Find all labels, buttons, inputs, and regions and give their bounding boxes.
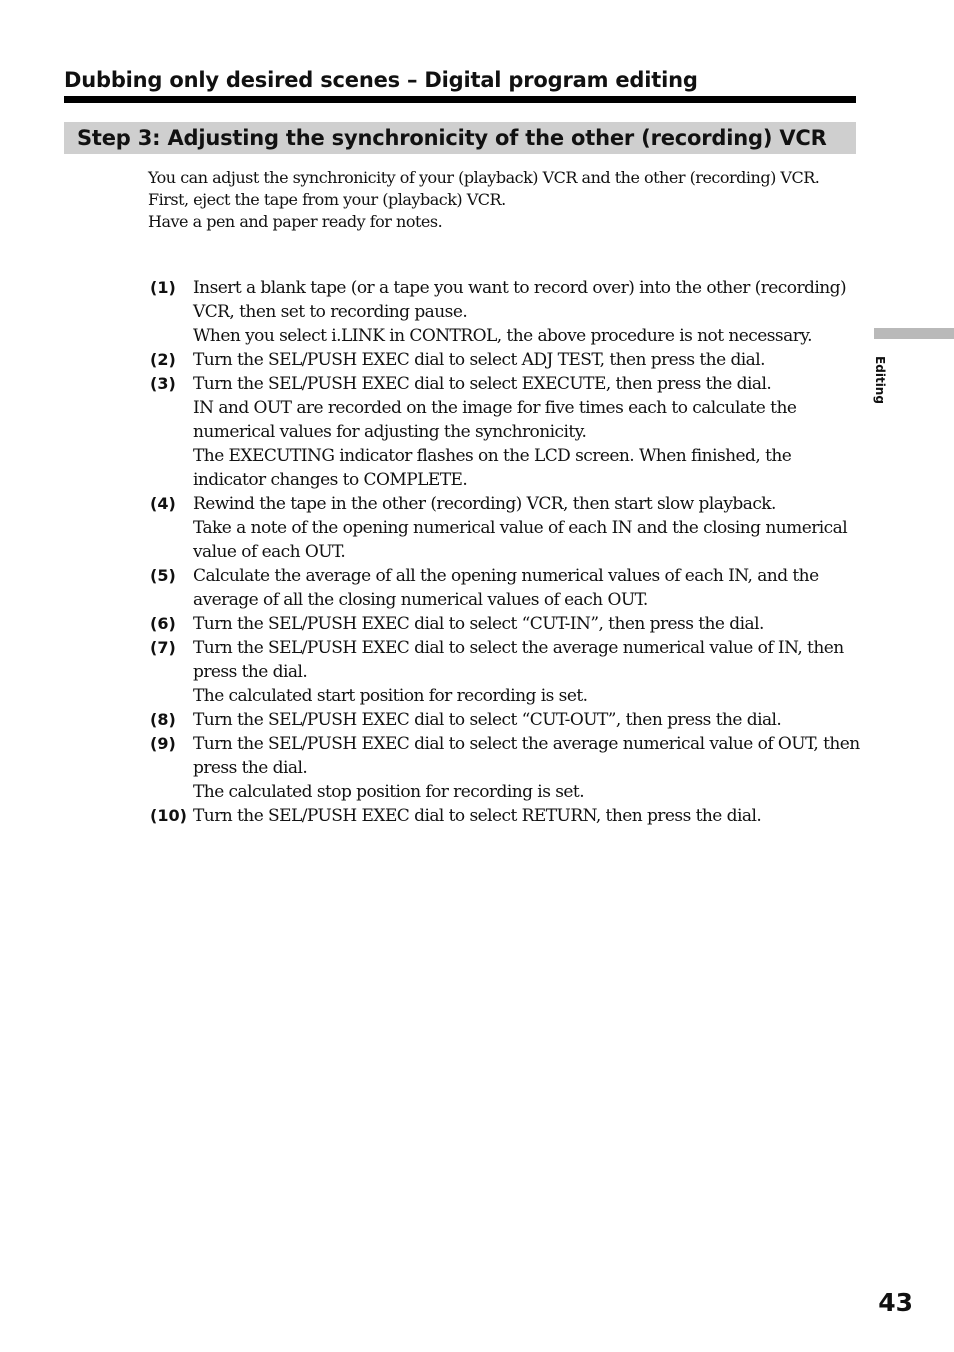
step-item: [150, 564, 862, 612]
step-item: [150, 276, 862, 348]
step-heading: Step 3: Adjusting the synchronicity of the other (recording) VCR: [64, 122, 856, 154]
step-number: (7): [150, 638, 176, 657]
step-text: Rewind the tape in the other (recording) VCR, then start slow playback.: [193, 494, 776, 514]
step-text: Insert a blank tape (or a tape you want to record over) into the other (recording) VCR, then set to recording pause.: [193, 278, 847, 322]
step-number: (8): [150, 710, 176, 729]
step-body: [193, 612, 862, 636]
step-body: [193, 804, 862, 828]
step-text: Turn the SEL/PUSH EXEC dial to select RETURN, then press the dial.: [193, 806, 762, 826]
step-note: IN and OUT are recorded on the image for five times each to calculate the numerical values for adjusting the synchronicity.: [193, 398, 797, 442]
step-body: [193, 564, 862, 612]
step-note: When you select i.LINK in CONTROL, the above procedure is not necessary.: [193, 326, 812, 346]
step-item: [150, 492, 862, 564]
step-number: (4): [150, 494, 176, 513]
step-text: Turn the SEL/PUSH EXEC dial to select ADJ TEST, then press the dial.: [193, 350, 765, 370]
intro-paragraph: You can adjust the synchronicity of your (playback) VCR and the other (recording) VCR.: [148, 168, 820, 187]
step-body: [193, 732, 862, 804]
title-rule: [64, 96, 856, 103]
step-body: [193, 348, 862, 372]
step-text: Turn the SEL/PUSH EXEC dial to select EXECUTE, then press the dial.: [193, 374, 772, 394]
page-number: 43: [878, 1288, 913, 1317]
step-item: [150, 372, 862, 492]
section-title: Dubbing only desired scenes – Digital program editing: [64, 68, 698, 92]
step-body: [193, 276, 862, 348]
step-item: [150, 348, 862, 372]
step-item: [150, 804, 862, 828]
side-tab-marker: [874, 328, 954, 339]
step-number: (10): [150, 806, 187, 825]
step-item: [150, 612, 862, 636]
step-number: (5): [150, 566, 176, 585]
step-item: [150, 708, 862, 732]
step-note: The EXECUTING indicator flashes on the LCD screen. When finished, the indicator changes to COMPLETE.: [193, 446, 792, 490]
step-number: (3): [150, 374, 176, 393]
step-text: Turn the SEL/PUSH EXEC dial to select the average numerical value of IN, then press the dial.: [193, 638, 844, 682]
step-number: (6): [150, 614, 176, 633]
intro-text: [148, 167, 838, 233]
step-note: The calculated stop position for recording is set.: [193, 782, 585, 802]
step-note: The calculated start position for recording is set.: [193, 686, 588, 706]
step-item: [150, 636, 862, 708]
intro-paragraph: Have a pen and paper ready for notes.: [148, 212, 443, 231]
step-body: [193, 708, 862, 732]
step-body: [193, 372, 862, 492]
intro-paragraph: First, eject the tape from your (playback) VCR.: [148, 190, 506, 209]
step-text: Calculate the average of all the opening numerical values of each IN, and the average of all the closing numerical values of each OUT.: [193, 566, 819, 610]
step-number: (9): [150, 734, 176, 753]
side-tab-label: Editing: [873, 356, 887, 404]
step-text: Turn the SEL/PUSH EXEC dial to select “CUT-IN”, then press the dial.: [193, 614, 764, 634]
step-note: Take a note of the opening numerical value of each IN and the closing numerical value of each OUT.: [193, 518, 848, 562]
step-number: (2): [150, 350, 176, 369]
step-item: [150, 732, 862, 804]
step-body: [193, 636, 862, 708]
steps-list: [150, 276, 862, 828]
step-body: [193, 492, 862, 564]
step-number: (1): [150, 278, 176, 297]
step-text: Turn the SEL/PUSH EXEC dial to select the average numerical value of OUT, then press the dial.: [193, 734, 860, 778]
step-text: Turn the SEL/PUSH EXEC dial to select “CUT-OUT”, then press the dial.: [193, 710, 782, 730]
